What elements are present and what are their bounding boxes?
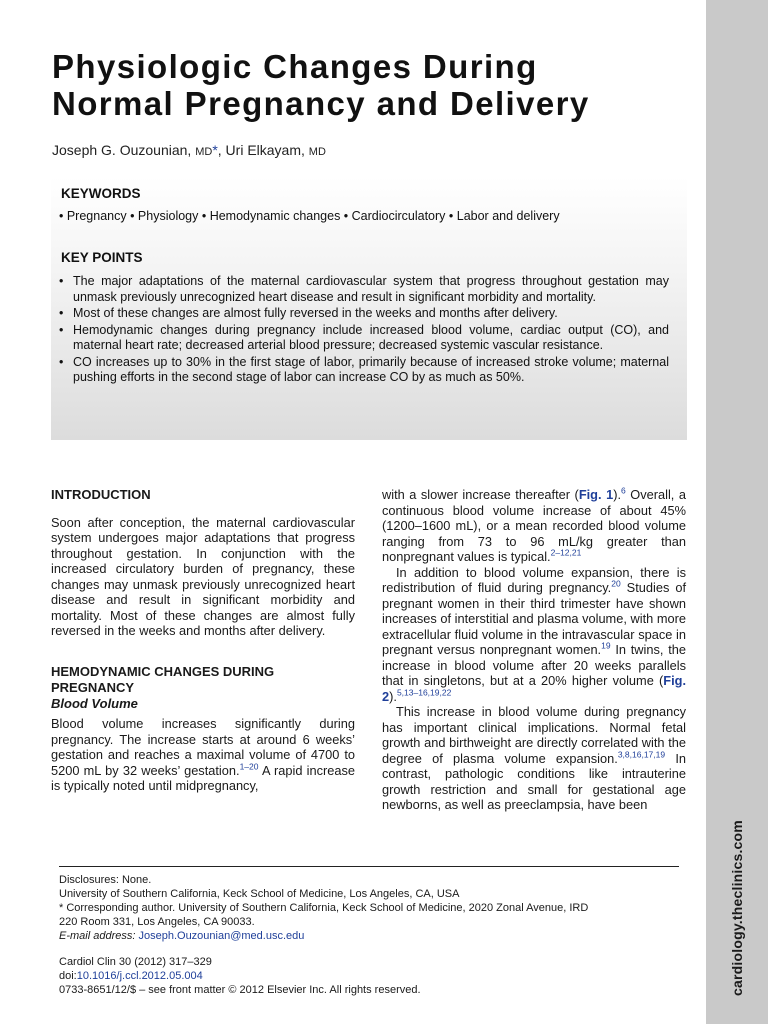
key-points-heading: KEY POINTS xyxy=(61,250,143,265)
blood-volume-text-a: Blood volume increases significantly during pregnancy. The increase starts at around 6 weeks’ gestation and reaches a maximal volume of 4700 to 5200 mL by 32 weeks’ gestation. xyxy=(51,716,355,778)
keywords-list: • Pregnancy • Physiology • Hemodynamic changes • Cardiocirculatory • Labor and delivery xyxy=(59,209,560,223)
affiliation-note: University of Southern California, Keck School of Medicine, Los Angeles, CA, USA xyxy=(59,888,460,900)
text-span: Studies of pregnant women in their third trimester have shown increases of interstitial and plasma volume, with more extracellular fluid volume in the intravascular space in pregnant versus nonpregnant women. xyxy=(382,580,686,657)
doi-line xyxy=(59,969,203,983)
footnote-divider xyxy=(59,866,679,867)
text-span: In twins, the increase in blood volume after 20 weeks parallels that in singletons, but at a 20% higher volume ( xyxy=(382,642,686,688)
figure-1-link[interactable]: Fig. 1 xyxy=(578,487,614,502)
email-link[interactable]: Joseph.Ouzounian@med.usc.edu xyxy=(138,930,305,942)
reference-link[interactable]: 1–20 xyxy=(239,761,259,772)
figure-2-link[interactable]: Fig. 2 xyxy=(382,673,686,704)
hemodynamic-heading-line-1: HEMODYNAMIC CHANGES DURING xyxy=(51,663,275,679)
keywords-heading: KEYWORDS xyxy=(61,186,141,201)
reference-link[interactable]: 6 xyxy=(621,485,626,496)
corresponding-author-note-2: 220 Room 331, Los Angeles, CA 90033. xyxy=(59,916,255,928)
introduction-paragraph: Soon after conception, the maternal cardiovascular system undergoes major adaptations that progress throughout gestation. In conjunction with the increased circulatory burden of pregnancy, these changes may unmask previously unrecognized heart disease and result in significant morbidity and mortality. Most of these changes are almost fully reversed in the weeks and months after delivery. xyxy=(51,514,355,638)
reference-link[interactable]: 3,8,16,17,19 xyxy=(617,749,666,760)
author-list xyxy=(52,142,326,158)
title-line-2: Normal Pregnancy and Delivery xyxy=(52,85,590,122)
reference-link[interactable]: 2–12,21 xyxy=(550,547,582,558)
text-span: with a slower increase thereafter ( xyxy=(382,487,579,502)
column-2-paragraph-3 xyxy=(382,704,686,813)
body-column-left xyxy=(51,487,355,794)
key-point-item: • Hemodynamic changes during pregnancy include increased blood volume, cardiac output (CO), and maternal heart rate; decreased arterial blood pressure; decreased systemic vascular resistance. xyxy=(59,323,669,354)
introduction-heading: INTRODUCTION xyxy=(51,487,151,502)
text-span: ). xyxy=(613,487,622,502)
column-2-paragraph-2 xyxy=(382,565,686,705)
doi-label: doi: xyxy=(59,970,77,982)
key-point-item: • Most of these changes are almost fully reversed in the weeks and months after delivery. xyxy=(59,306,669,322)
author-1-name: Joseph G. Ouzounian, xyxy=(52,142,192,158)
body-column-right xyxy=(382,487,686,813)
text-span: This increase in blood volume during pregnancy has important clinical implications. Normal fetal growth and birthweight are directly correlated with the degree of plasma volume expansion. xyxy=(382,704,686,766)
reference-link[interactable]: 20 xyxy=(611,578,621,589)
blood-volume-text-b: A rapid increase is typically noted until midpregnancy, xyxy=(51,762,355,793)
reference-link[interactable]: 5,13–16,19,22 xyxy=(396,687,452,698)
key-point-item: • The major adaptations of the maternal cardiovascular system that progress throughout gestation may unmask previously unrecognized heart disease and result in significant morbidity and mortality. xyxy=(59,274,669,305)
disclosures-note: Disclosures: None. xyxy=(59,874,152,886)
hemodynamic-heading xyxy=(51,664,355,696)
article-title xyxy=(52,48,702,122)
blood-volume-subheading: Blood Volume xyxy=(51,695,138,711)
text-span: In addition to blood volume expansion, there is redistribution of fluid during pregnancy. xyxy=(382,564,686,595)
column-2-paragraph-1 xyxy=(382,487,686,565)
email-line xyxy=(59,929,304,943)
journal-url[interactable]: cardiology.theclinics.com xyxy=(729,820,745,996)
text-span: In contrast, pathologic conditions like intrauterine growth restriction and small for gestational age newborns, as well as preeclampsia, have been xyxy=(382,750,686,812)
title-line-1: Physiologic Changes During xyxy=(52,48,538,85)
key-points-list xyxy=(59,274,669,387)
text-span: ). xyxy=(389,688,397,704)
author-2-name: , Uri Elkayam, xyxy=(217,142,305,158)
key-point-item: • CO increases up to 30% in the first stage of labor, primarily because of increased stroke volume; maternal pushing efforts in the second stage of labor can increase CO by as much as 50%. xyxy=(59,355,669,386)
copyright-note: 0733-8651/12/$ – see front matter © 2012 Elsevier Inc. All rights reserved. xyxy=(59,984,421,996)
reference-link[interactable]: 19 xyxy=(601,640,611,651)
doi-link[interactable]: 10.1016/j.ccl.2012.05.004 xyxy=(76,970,203,982)
corresponding-author-note-1: * Corresponding author. University of Southern California, Keck School of Medicine, 2020 Zonal Avenue, IRD xyxy=(59,902,589,914)
corresponding-author-mark[interactable]: * xyxy=(212,142,218,158)
blood-volume-paragraph xyxy=(51,716,355,794)
hemodynamic-heading-line-2: PREGNANCY xyxy=(51,679,135,695)
journal-citation: Cardiol Clin 30 (2012) 317–329 xyxy=(59,956,212,968)
email-label: E-mail address: xyxy=(59,930,136,942)
author-1-degree: MD xyxy=(195,146,213,158)
text-span: Overall, a continuous blood volume increase of about 45% (1200–1600 mL), or a mean recorded blood volume ranging from 73 to 96 mL/kg greater than nonpregnant values is typical. xyxy=(382,487,686,564)
author-2-degree: MD xyxy=(308,146,326,158)
keywords-keypoints-box xyxy=(51,177,687,440)
